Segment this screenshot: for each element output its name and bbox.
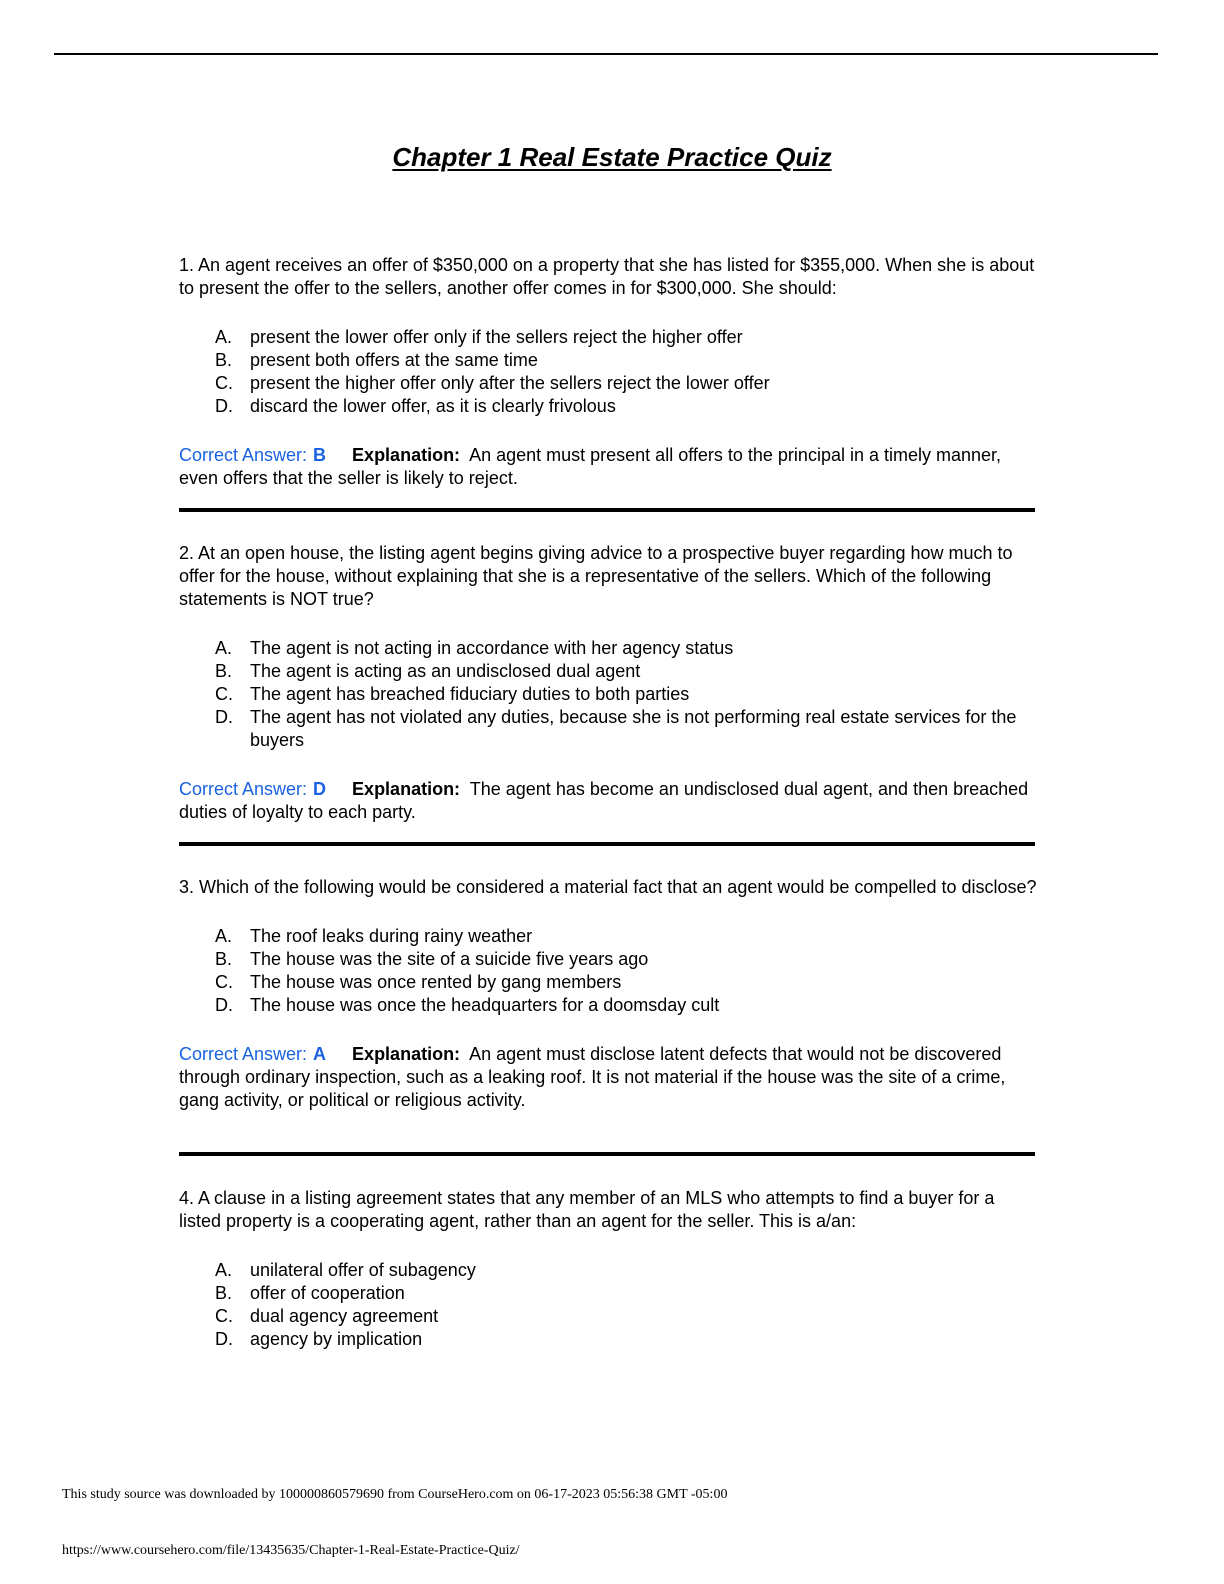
option-letter: A. <box>215 638 233 658</box>
option-b <box>179 948 1039 971</box>
question-divider <box>179 842 1035 846</box>
answer-block <box>179 778 1039 824</box>
top-rule <box>54 53 1158 55</box>
explanation-text: The agent has become an undisclosed dual agent, and then breached duties of loyalty to each party. <box>179 779 1029 822</box>
option-letter: C. <box>215 684 233 704</box>
option-c <box>179 683 1039 706</box>
correct-answer-label: Correct Answer: <box>179 1044 308 1064</box>
question-text: 4. A clause in a listing agreement states that any member of an MLS who attempts to find a buyer for a listed property is a cooperating agent, rather than an agent for the seller. This is a/an: <box>179 1188 995 1231</box>
option-a <box>179 1259 1039 1282</box>
explanation-label: Explanation: <box>352 779 461 799</box>
option-letter: B. <box>215 661 233 681</box>
question-2 <box>179 542 1039 824</box>
option-d <box>179 395 1039 418</box>
question-text: 3. Which of the following would be considered a material fact that an agent would be compelled to disclose? <box>179 877 1037 897</box>
option-letter: D. <box>215 995 233 1015</box>
option-letter: B. <box>215 949 233 969</box>
option-a <box>179 326 1039 349</box>
option-c <box>179 971 1039 994</box>
question-divider <box>179 508 1035 512</box>
option-text: The roof leaks during rainy weather <box>250 926 533 946</box>
answer-block <box>179 444 1039 490</box>
explanation-label: Explanation: <box>352 1044 461 1064</box>
option-letter: B. <box>215 350 233 370</box>
correct-answer-label: Correct Answer: <box>179 779 308 799</box>
answer-block <box>179 1043 1039 1112</box>
page-title: Chapter 1 Real Estate Practice Quiz <box>392 142 832 172</box>
option-c <box>179 1305 1039 1328</box>
option-text: dual agency agreement <box>250 1306 439 1326</box>
option-text: offer of cooperation <box>250 1283 405 1303</box>
question-text: 1. An agent receives an offer of $350,000 on a property that she has listed for $355,000. When she is about to present the offer to the sellers, another offer comes in for $300,000. She should: <box>179 255 1035 298</box>
explanation-text: An agent must present all offers to the principal in a timely manner, even offers that the seller is likely to reject. <box>179 445 1002 488</box>
option-a <box>179 637 1039 660</box>
explanation-text: An agent must disclose latent defects that would not be discovered through ordinary inspection, such as a leaking roof. It is not material if the house was the site of a crime, gang activity, or political or religious activity. <box>179 1044 1006 1110</box>
correct-answer-letter: B <box>313 445 327 465</box>
option-letter: A. <box>215 1260 233 1280</box>
option-letter: C. <box>215 1306 233 1326</box>
explanation-label: Explanation: <box>352 445 461 465</box>
question-3 <box>179 876 1039 1112</box>
option-list <box>179 326 1039 418</box>
option-d <box>179 994 1039 1017</box>
correct-answer-letter: A <box>313 1044 327 1064</box>
correct-answer-letter: D <box>313 779 327 799</box>
option-letter: A. <box>215 327 233 347</box>
option-text: present both offers at the same time <box>250 350 538 370</box>
option-text: The agent is not acting in accordance with her agency status <box>250 638 734 658</box>
option-d <box>179 706 1039 752</box>
option-letter: B. <box>215 1283 233 1303</box>
option-text: agency by implication <box>250 1329 423 1349</box>
option-letter: D. <box>215 396 233 416</box>
option-letter: D. <box>215 707 233 727</box>
option-text: The house was once rented by gang members <box>250 972 622 992</box>
option-text: The house was the site of a suicide five years ago <box>250 949 649 969</box>
option-text: present the lower offer only if the sellers reject the higher offer <box>250 327 743 347</box>
option-text: The agent has breached fiduciary duties to both parties <box>250 684 690 704</box>
option-b <box>179 1282 1039 1305</box>
question-1 <box>179 254 1039 490</box>
option-b <box>179 349 1039 372</box>
option-text: The agent has not violated any duties, because she is not performing real estate services for the buyers <box>250 707 1017 750</box>
question-4 <box>179 1187 1039 1351</box>
option-a <box>179 925 1039 948</box>
option-c <box>179 372 1039 395</box>
download-note: This study source was downloaded by 100000860579690 from CourseHero.com on 06-17-2023 05:56:38 GMT -05:00 <box>62 1487 728 1502</box>
option-list <box>179 925 1039 1017</box>
option-letter: A. <box>215 926 233 946</box>
option-letter: D. <box>215 1329 233 1349</box>
option-text: discard the lower offer, as it is clearly frivolous <box>250 396 616 416</box>
question-text: 2. At an open house, the listing agent begins giving advice to a prospective buyer regarding how much to offer for the house, without explaining that she is a representative of the sellers. Which of the following statements is NOT true? <box>179 543 1013 609</box>
option-text: The agent is acting as an undisclosed dual agent <box>250 661 641 681</box>
option-text: unilateral offer of subagency <box>250 1260 476 1280</box>
option-b <box>179 660 1039 683</box>
option-letter: C. <box>215 373 233 393</box>
option-letter: C. <box>215 972 233 992</box>
source-url-link[interactable]: https://www.coursehero.com/file/13435635/Chapter-1-Real-Estate-Practice-Quiz/ <box>62 1543 520 1558</box>
question-divider <box>179 1152 1035 1156</box>
option-list <box>179 1259 1039 1351</box>
correct-answer-label: Correct Answer: <box>179 445 308 465</box>
option-text: present the higher offer only after the sellers reject the lower offer <box>250 373 770 393</box>
option-text: The house was once the headquarters for a doomsday cult <box>250 995 720 1015</box>
option-list <box>179 637 1039 752</box>
option-d <box>179 1328 1039 1351</box>
